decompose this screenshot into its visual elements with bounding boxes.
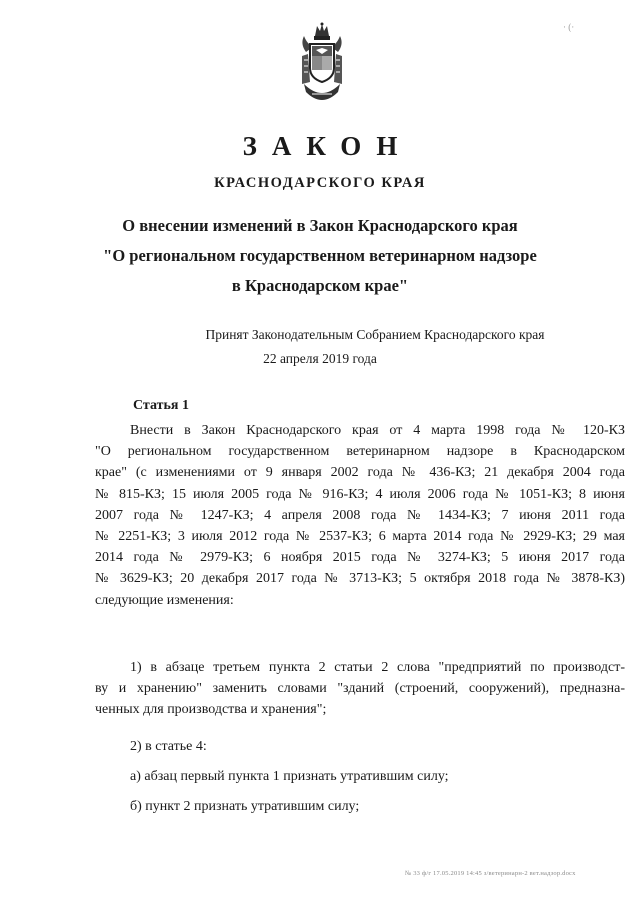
footer-document-reference: № 33 ф/г 17.05.2019 14:45 з/ветеринарн-2 вет.надзор.docx (405, 870, 576, 877)
law-name-line: в Краснодарском крае" (231, 276, 409, 295)
paragraph-line: ченных для производства и хранения"; (95, 702, 327, 718)
law-name-line: О внесении изменений в Закон Краснодарского края (122, 216, 518, 235)
article-item-1 (95, 657, 625, 721)
paragraph-line: 2014 года № 2979-КЗ; 6 ноября 2015 года № 3274-КЗ; 5 июня 2017 года (95, 550, 625, 566)
paragraph-line: № 2251-КЗ; 3 июля 2012 года № 2537-КЗ; 6 марта 2014 года № 2929-КЗ; 29 мая (95, 528, 625, 544)
article-heading: Статья 1 (133, 398, 189, 413)
adoption-statement: Принят Законодательным Собранием Краснодарского края (205, 327, 545, 342)
document-subtitle: КРАСНОДАРСКОГО КРАЯ (214, 175, 426, 191)
paragraph-line: № 815-КЗ; 15 июля 2005 года № 916-КЗ; 4 июля 2006 года № 1051-КЗ; 8 июня (95, 486, 625, 502)
paragraph-line: 1) в абзаце третьем пункта 2 статьи 2 слова "предприятий по производст- (130, 660, 625, 675)
coat-of-arms-icon (298, 22, 346, 112)
law-name-line: "О региональном государственном ветеринарном надзоре (103, 246, 537, 265)
paragraph-line: б) пункт 2 признать утратившим силу; (130, 799, 360, 814)
paragraph-line: № 3629-КЗ; 20 декабря 2017 года № 3713-КЗ; 5 октября 2018 года № 3878-КЗ) (95, 571, 625, 587)
article-item-2b (95, 796, 625, 817)
article-item-2a (95, 766, 625, 787)
adoption-date: 22 апреля 2019 года (263, 351, 377, 366)
article-item-2 (95, 736, 625, 757)
paragraph-line: 2007 года № 1247-КЗ; 4 апреля 2008 года № 1434-КЗ; 7 июня 2011 года (95, 507, 625, 523)
paragraph-line: "О региональном государственном ветеринарном надзоре в Краснодарском (95, 444, 625, 460)
article-intro-paragraph (95, 420, 625, 611)
paragraph-line: а) абзац первый пункта 1 признать утратившим силу; (130, 769, 449, 784)
paragraph-line: ву и хранению" заменить словами "зданий (строений, сооружений), предназна- (95, 681, 625, 697)
document-title: ЗАКОН (242, 131, 413, 161)
paragraph-line: 2) в статье 4: (130, 739, 207, 754)
paragraph-line: следующие изменения: (95, 592, 234, 608)
paragraph-line: крае" (с изменениями от 9 января 2002 года № 436-КЗ; 21 декабря 2004 года (95, 465, 625, 481)
paragraph-line: Внести в Закон Краснодарского края от 4 марта 1998 года № 120-КЗ (130, 423, 625, 438)
scan-mark: · (· (563, 22, 575, 32)
